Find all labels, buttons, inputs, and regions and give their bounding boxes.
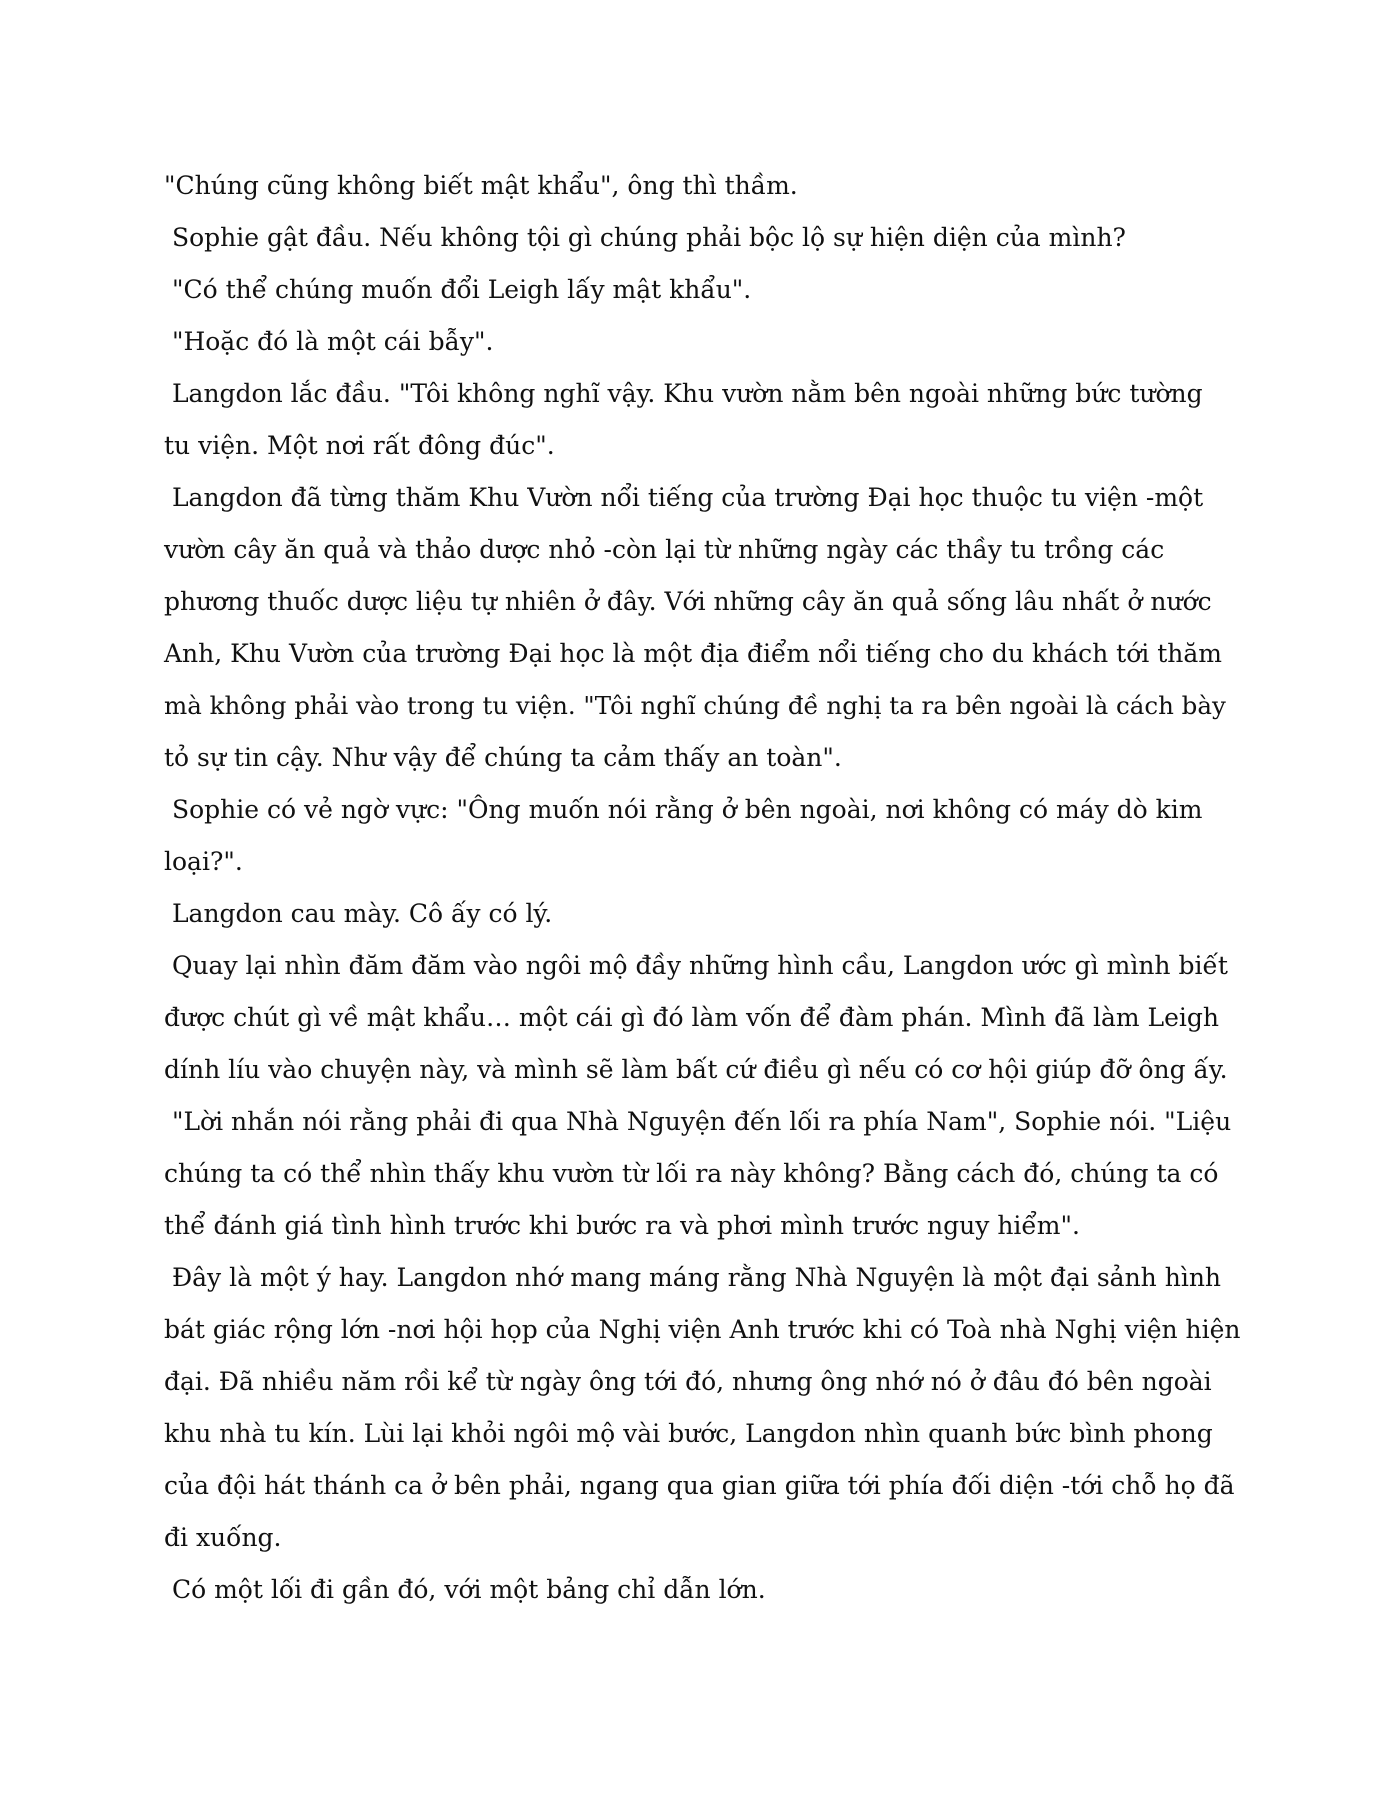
text-line: đi xuống.: [164, 1523, 282, 1552]
text-line: Quay lại nhìn đăm đăm vào ngôi mộ đầy những hình cầu, Langdon ước gì mình biết: [164, 951, 1228, 980]
text-line: "Hoặc đó là một cái bẫy".: [164, 327, 494, 356]
text-line: "Có thể chúng muốn đổi Leigh lấy mật khẩu".: [164, 275, 752, 304]
text-line: Đây là một ý hay. Langdon nhớ mang máng rằng Nhà Nguyện là một đại sảnh hình: [164, 1263, 1222, 1292]
text-line: mà không phải vào trong tu viện. "Tôi nghĩ chúng đề nghị ta ra bên ngoài là cách bày: [164, 691, 1226, 720]
text-line: thể đánh giá tình hình trước khi bước ra và phơi mình trước nguy hiểm".: [164, 1211, 1080, 1240]
text-line: Sophie gật đầu. Nếu không tội gì chúng phải bộc lộ sự hiện diện của mình?: [164, 223, 1126, 252]
text-line: tỏ sự tin cậy. Như vậy để chúng ta cảm thấy an toàn".: [164, 743, 842, 772]
text-line: loại?".: [164, 847, 243, 876]
text-line: Langdon lắc đầu. "Tôi không nghĩ vậy. Khu vườn nằm bên ngoài những bức tường: [164, 379, 1203, 408]
text-line: Sophie có vẻ ngờ vực: "Ông muốn nói rằng ở bên ngoài, nơi không có máy dò kim: [164, 795, 1203, 824]
text-line: Có một lối đi gần đó, với một bảng chỉ dẫn lớn.: [164, 1575, 766, 1604]
text-line: Anh, Khu Vườn của trường Đại học là một địa điểm nổi tiếng cho du khách tới thăm: [164, 639, 1222, 668]
text-line: bát giác rộng lớn -nơi hội họp của Nghị viện Anh trước khi có Toà nhà Nghị viện hiện: [164, 1315, 1241, 1344]
text-line: chúng ta có thể nhìn thấy khu vườn từ lối ra này không? Bằng cách đó, chúng ta có: [164, 1159, 1219, 1188]
text-line: đại. Đã nhiều năm rồi kể từ ngày ông tới đó, nhưng ông nhớ nó ở đâu đó bên ngoài: [164, 1367, 1212, 1396]
text-line: vườn cây ăn quả và thảo dược nhỏ -còn lại từ những ngày các thầy tu trồng các: [164, 535, 1165, 564]
text-line: của đội hát thánh ca ở bên phải, ngang qua gian giữa tới phía đối diện -tới chỗ họ đã: [164, 1471, 1235, 1500]
text-line: phương thuốc dược liệu tự nhiên ở đây. Với những cây ăn quả sống lâu nhất ở nước: [164, 587, 1212, 616]
document-body: [164, 160, 1244, 1616]
text-line: khu nhà tu kín. Lùi lại khỏi ngôi mộ vài bước, Langdon nhìn quanh bức bình phong: [164, 1419, 1213, 1448]
text-line: Langdon cau mày. Cô ấy có lý.: [164, 899, 553, 928]
text-line: Langdon đã từng thăm Khu Vườn nổi tiếng của trường Đại học thuộc tu viện -một: [164, 483, 1204, 512]
text-line: dính líu vào chuyện này, và mình sẽ làm bất cứ điều gì nếu có cơ hội giúp đỡ ông ấy.: [164, 1055, 1228, 1084]
text-line: được chút gì về mật khẩu… một cái gì đó làm vốn để đàm phán. Mình đã làm Leigh: [164, 1003, 1220, 1032]
text-line: "Lời nhắn nói rằng phải đi qua Nhà Nguyện đến lối ra phía Nam", Sophie nói. "Liệu: [164, 1107, 1232, 1136]
text-line: "Chúng cũng không biết mật khẩu", ông thì thầm.: [164, 171, 798, 200]
text-line: tu viện. Một nơi rất đông đúc".: [164, 431, 555, 460]
